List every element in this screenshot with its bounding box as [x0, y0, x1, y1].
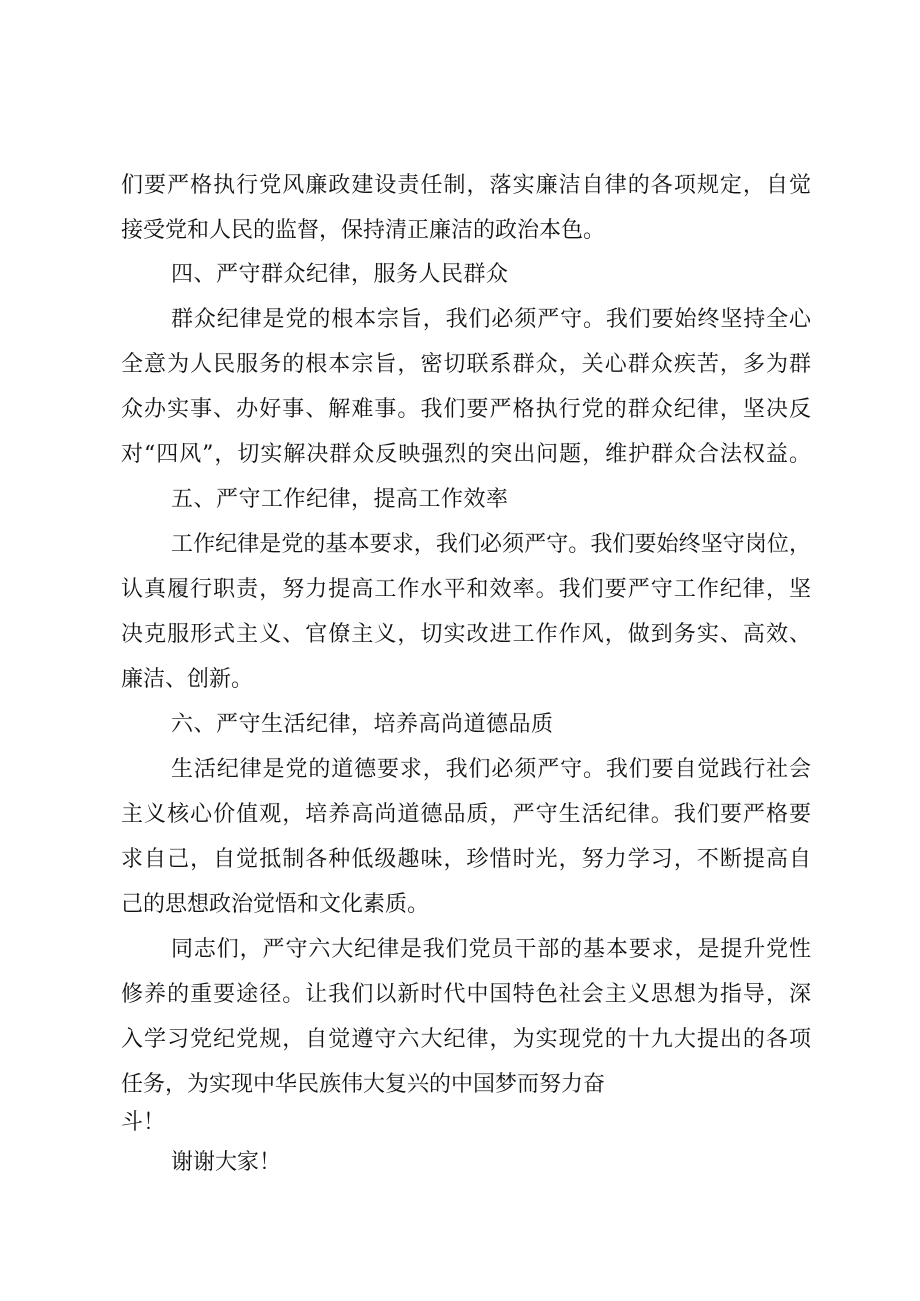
paragraph-line: 生活纪律是党的道德要求，我们必须严守。我们要自觉践行社会	[171, 757, 811, 782]
paragraph-line: 同志们，严守六大纪律是我们党员干部的基本要求，是提升党性	[171, 937, 811, 962]
paragraph-line: 任务，为实现中华民族伟大复兴的中国梦而努力奋	[121, 1072, 606, 1097]
paragraph-line: 接受党和人民的监督，保持清正廉洁的政治本色。	[121, 218, 606, 243]
closing-thanks: 谢谢大家！	[171, 1150, 282, 1175]
paragraph-line: 对“四风”，切实解决群众反映强烈的突出问题，维护群众合法权益。	[121, 442, 811, 467]
paragraph-line: 们要严格执行党风廉政建设责任制，落实廉洁自律的各项规定，自觉	[121, 173, 811, 198]
paragraph-line: 斗！	[121, 1110, 166, 1135]
paragraph-line: 决克服形式主义、官僚主义，切实改进工作作风，做到务实、高效、	[121, 622, 811, 647]
paragraph-line: 群众纪律是党的根本宗旨，我们必须严守。我们要始终坚持全心	[171, 307, 811, 332]
paragraph-line: 己的思想政治觉悟和文化素质。	[121, 892, 430, 917]
paragraph-line: 主义核心价值观，培养高尚道德品质，严守生活纪律。我们要严格要	[121, 802, 811, 827]
paragraph-line: 修养的重要途径。让我们以新时代中国特色社会主义思想为指导，深	[121, 982, 811, 1007]
paragraph-line: 入学习党纪党规，自觉遵守六大纪律，为实现党的十九大提出的各项	[121, 1027, 811, 1052]
paragraph-line: 众办实事、办好事、解难事。我们要严格执行党的群众纪律，坚决反	[121, 397, 811, 422]
paragraph-line: 工作纪律是党的基本要求，我们必须严守。我们要始终坚守岗位，	[171, 532, 811, 557]
paragraph-line: 全意为人民服务的根本宗旨，密切联系群众，关心群众疾苦，多为群	[121, 352, 811, 377]
section-heading: 四、严守群众纪律，服务人民群众	[171, 262, 509, 287]
paragraph-line: 求自己，自觉抵制各种低级趣味，珍惜时光，努力学习，不断提高自	[121, 847, 811, 872]
section-heading: 六、严守生活纪律，培养高尚道德品质	[171, 712, 554, 737]
paragraph-line: 认真履行职责，努力提高工作水平和效率。我们要严守工作纪律，坚	[121, 577, 811, 602]
paragraph-line: 廉洁、创新。	[121, 667, 254, 692]
section-heading: 五、严守工作纪律，提高工作效率	[171, 487, 509, 512]
